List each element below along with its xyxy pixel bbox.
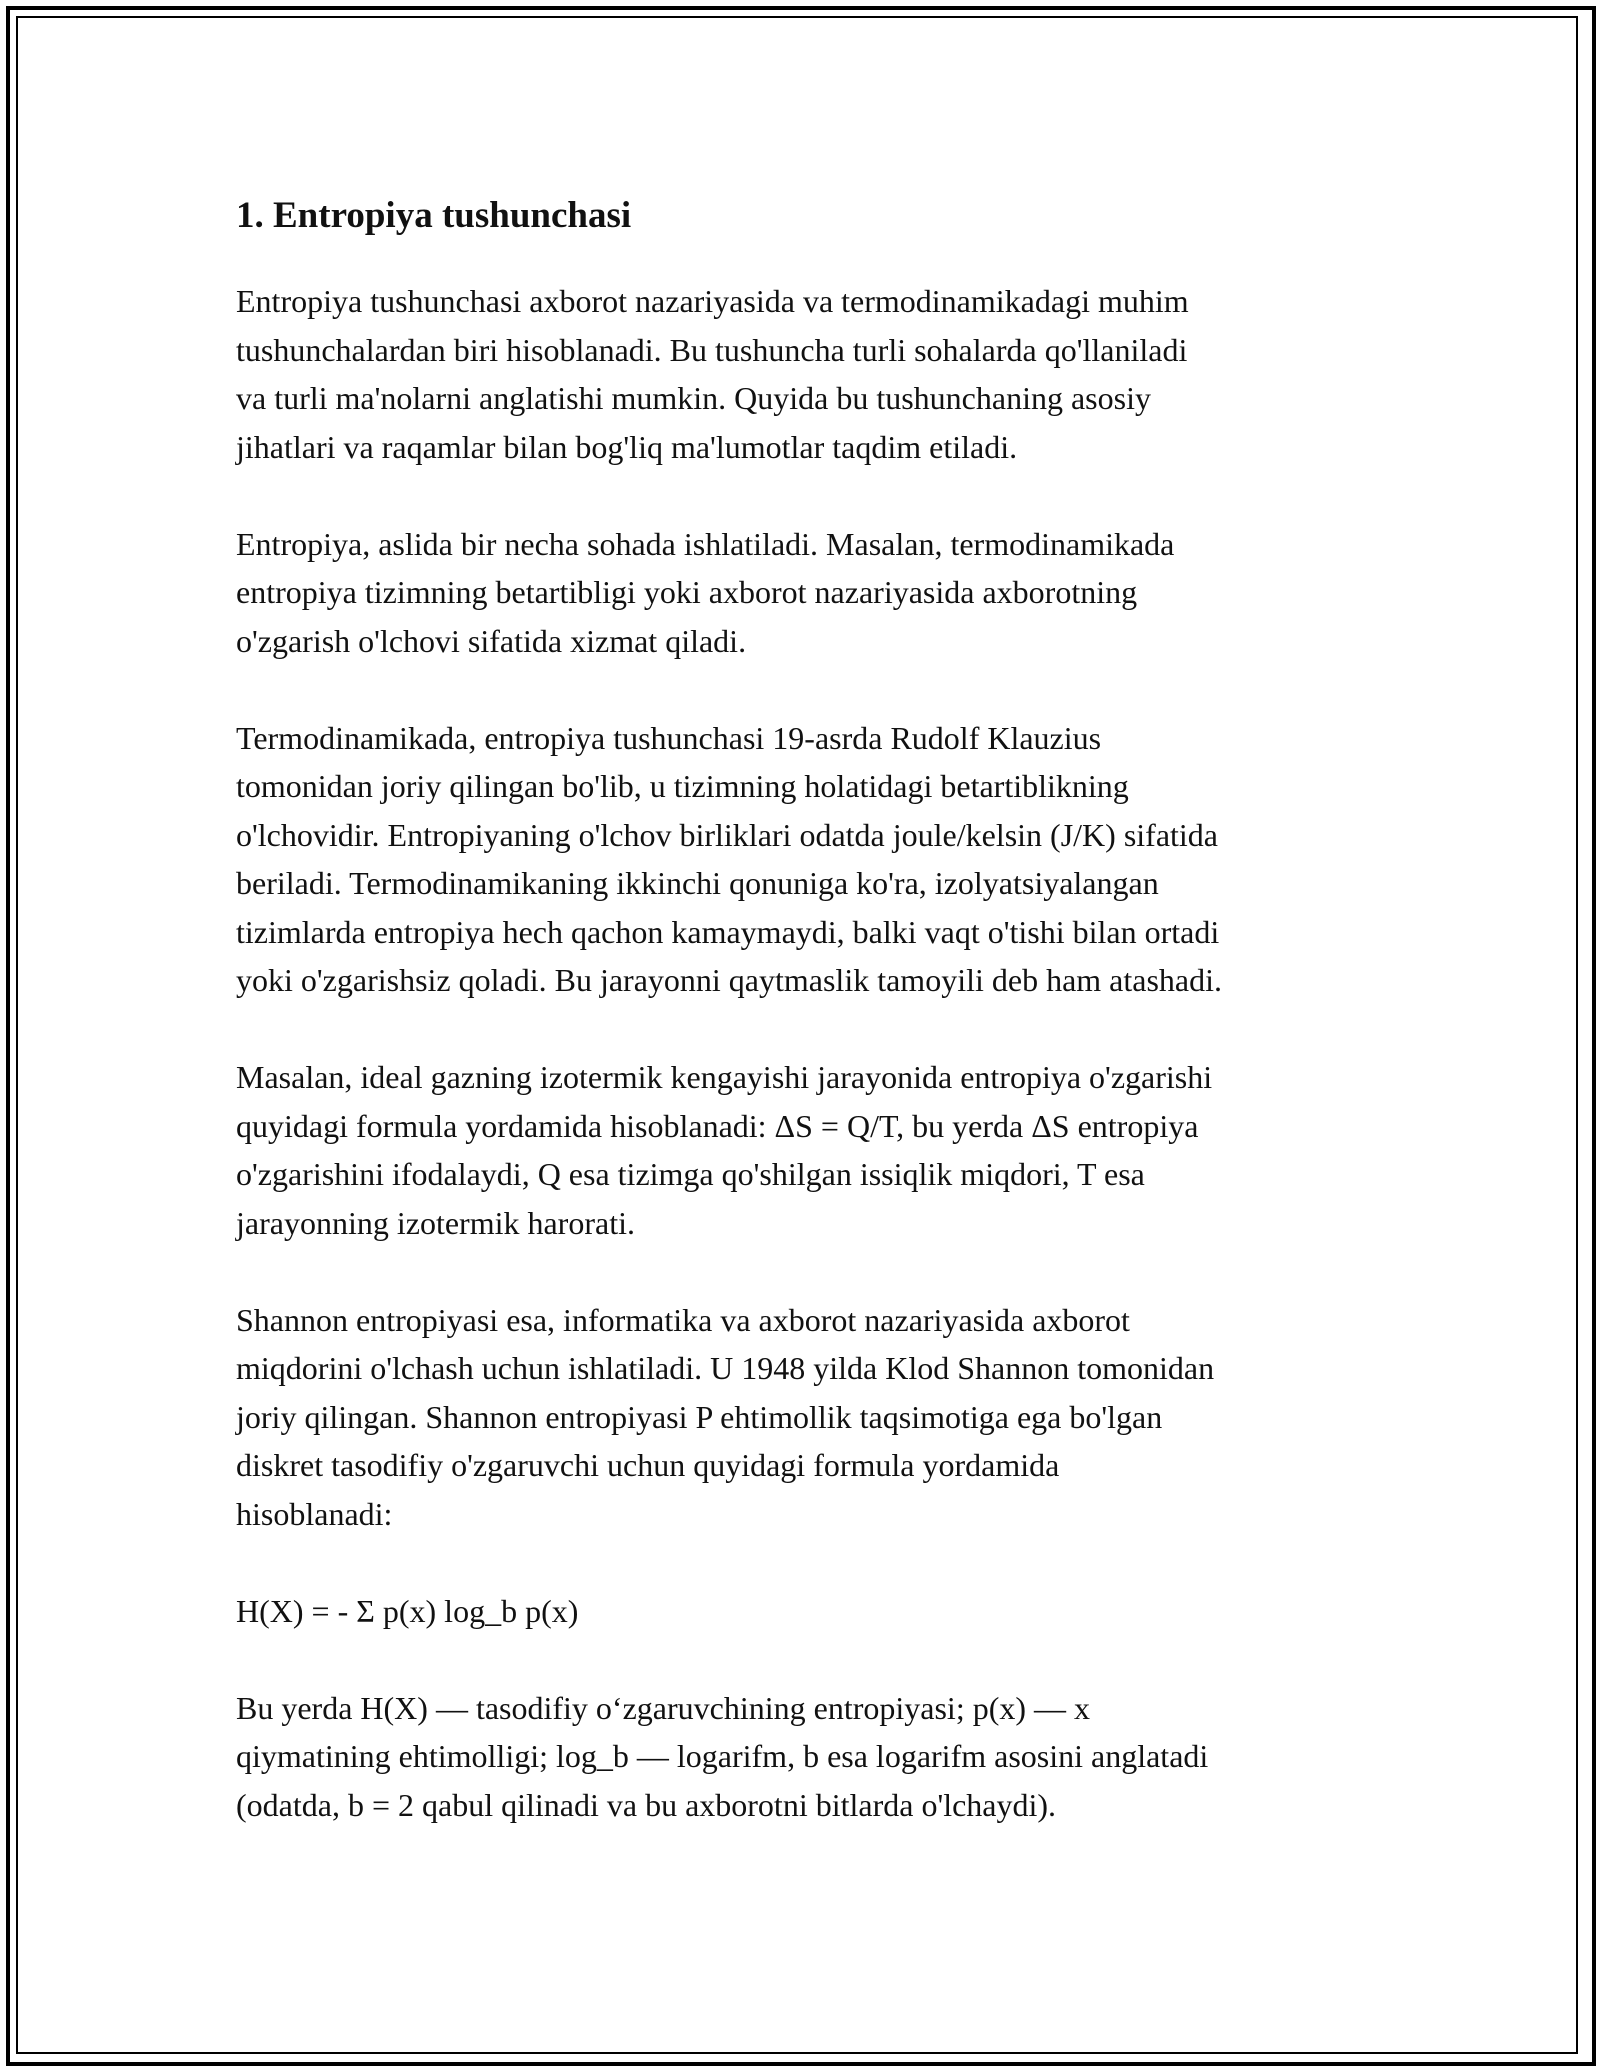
text-line: Bu yerda H(X) — tasodifiy o‘zgaruvchining entropiyasi; p(x) — x xyxy=(236,1689,1091,1726)
document-title: 1. Entropiya tushunchasi xyxy=(236,195,632,236)
paragraph-shannon xyxy=(236,1296,1376,1539)
text-line: beriladi. Termodinamikaning ikkinchi qonuniga ko'ra, izolyatsiyalangan xyxy=(236,865,1159,901)
text-line: Termodinamikada, entropiya tushunchasi 19-asrda Rudolf Klauzius xyxy=(236,719,1102,756)
text-line: jarayonning izotermik harorati. xyxy=(236,1204,635,1241)
paragraph-thermodynamics xyxy=(236,714,1376,1005)
text-line: joriy qilingan. Shannon entropiyasi P ehtimollik taqsimotiga ega bo'lgan xyxy=(236,1398,1163,1435)
text-line: tizimlarda entropiya hech qachon kamaymaydi, balki vaqt o'tishi bilan ortadi xyxy=(236,913,1220,950)
paragraph-formula-explanation xyxy=(236,1684,1376,1830)
text-line: miqdorini o'lchash uchun ishlatiladi. U 1948 yilda Klod Shannon tomonidan xyxy=(236,1350,1215,1386)
text-line: qiymatining ehtimolligi; log_b — logarifm, b esa logarifm asosini anglatadi xyxy=(236,1738,1209,1774)
text-line: tomonidan joriy qilingan bo'lib, u tizimning holatidagi betartiblikning xyxy=(236,768,1129,804)
text-line: yoki o'zgarishsiz qoladi. Bu jarayonni qaytmaslik tamoyili deb ham atashadi. xyxy=(236,962,1222,998)
text-line: quyidagi formula yordamida hisoblanadi: ΔS = Q/T, bu yerda ΔS entropiya xyxy=(236,1107,1199,1144)
text-line: jihatlari va raqamlar bilan bog'liq ma'lumotlar taqdim etiladi. xyxy=(236,428,1018,465)
shannon-formula xyxy=(236,1587,1376,1636)
text-line: (odatda, b = 2 qabul qilinadi va bu axborotni bitlarda o'lchaydi). xyxy=(236,1786,1057,1823)
text-line: Masalan, ideal gazning izotermik kengayishi jarayonida entropiya o'zgarishi xyxy=(236,1059,1213,1095)
text-line: tushunchalardan biri hisoblanadi. Bu tushuncha turli sohalarda qo'llaniladi xyxy=(236,331,1188,368)
paragraph-isothermal-example xyxy=(236,1053,1376,1247)
text-line: o'lchovidir. Entropiyaning o'lchov birliklari odatda joule/kelsin (J/K) sifatida xyxy=(236,816,1218,853)
text-line: o'zgarishini ifodalaydi, Q esa tizimga qo'shilgan issiqlik miqdori, T esa xyxy=(236,1156,1145,1192)
formula-line: H(X) = - Σ p(x) log_b p(x) xyxy=(236,1592,579,1629)
text-line: Shannon entropiyasi esa, informatika va axborot nazariyasida axborot xyxy=(236,1301,1130,1338)
text-line: diskret tasodifiy o'zgaruvchi uchun quyidagi formula yordamida xyxy=(236,1447,1060,1483)
paragraph-usage xyxy=(236,520,1376,666)
document-page xyxy=(236,186,1376,1878)
text-line: Entropiya tushunchasi axborot nazariyasida va termodinamikadagi muhim xyxy=(236,283,1189,319)
text-line: Entropiya, aslida bir necha sohada ishlatiladi. Masalan, termodinamikada xyxy=(236,525,1175,562)
text-line: entropiya tizimning betartibligi yoki axborot nazariyasida axborotning xyxy=(236,574,1138,610)
text-line: va turli ma'nolarni anglatishi mumkin. Quyida bu tushunchaning asosiy xyxy=(236,380,1151,416)
text-line: hisoblanadi: xyxy=(236,1495,393,1532)
text-line: o'zgarish o'lchovi sifatida xizmat qiladi. xyxy=(236,622,747,659)
paragraph-intro xyxy=(236,277,1376,471)
